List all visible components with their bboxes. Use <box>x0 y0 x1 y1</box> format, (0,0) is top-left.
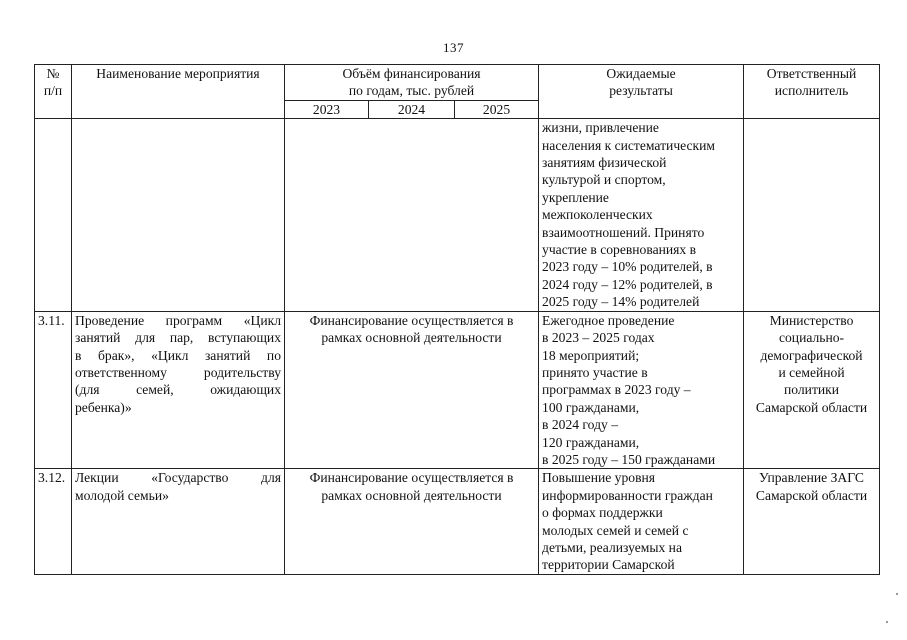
header-year-2023: 2023 <box>285 100 369 118</box>
text-line: в 2023 – 2025 годах <box>542 330 655 346</box>
text-line: социально- <box>778 330 845 346</box>
text-line: Повышение уровня <box>542 470 656 486</box>
scan-artifact <box>886 621 888 623</box>
text-line: и семейной <box>778 364 845 380</box>
text-line: культурой и спортом, <box>542 172 666 188</box>
row-executor <box>744 119 880 311</box>
text-line: в брак», «Цикл занятий по <box>75 347 281 363</box>
text-line: 2023 году – 10% родителей, в <box>542 259 713 275</box>
text-line: по годам, тыс. рублей <box>348 83 475 99</box>
header-event-name: Наименование мероприятия <box>72 65 285 119</box>
header-expected-results <box>539 65 744 119</box>
text-line: Ответственный <box>766 66 857 81</box>
text-line: Самарской области <box>755 399 868 415</box>
text-line: взаимоотношений. Принято <box>542 224 705 240</box>
text-line: жизни, привлечение <box>542 120 659 136</box>
text-line: ответственному родительству <box>75 364 281 380</box>
text-line: участие в соревнованиях в <box>542 242 697 258</box>
text-line: демографической <box>760 347 863 363</box>
scan-artifact <box>896 593 898 595</box>
text-line: укрепление <box>542 189 609 205</box>
table-header-row <box>35 65 880 101</box>
text-line: политики <box>784 382 840 398</box>
header-responsible-executor <box>744 65 880 119</box>
table-row <box>35 469 880 574</box>
row-funding <box>285 119 539 311</box>
text-line: № <box>46 66 60 81</box>
row-number: 3.11. <box>35 311 72 469</box>
text-line: занятиям физической <box>542 155 667 171</box>
row-number: 3.12. <box>35 469 72 574</box>
text-line: Управление ЗАГС <box>759 470 864 486</box>
text-line: Самарской области <box>755 487 868 503</box>
text-line: 18 мероприятий; <box>542 347 640 363</box>
text-line: территории Самарской <box>542 557 675 573</box>
row-number <box>35 119 72 311</box>
text-line: 2025 году – 14% родителей <box>542 294 700 310</box>
text-line: 120 гражданами, <box>542 434 640 450</box>
text-line: Объём финансирования <box>342 66 481 81</box>
text-line: п/п <box>43 83 63 99</box>
events-table <box>34 64 880 575</box>
text-line: в 2024 году – <box>542 417 618 433</box>
row-executor <box>744 469 880 574</box>
text-line: молодой семьи» <box>75 487 169 503</box>
row-expected-results <box>539 119 744 311</box>
text-line: Лекции «Государство для <box>75 470 281 486</box>
text-line: рамках основной деятельности <box>321 487 502 503</box>
text-line: молодых семей и семей с <box>542 522 689 538</box>
text-line: занятий для пар, вступающих <box>75 330 281 346</box>
text-line: 2024 году – 12% родителей, в <box>542 276 713 292</box>
row-event-name <box>72 311 285 469</box>
text-line: Ожидаемые <box>606 66 676 81</box>
text-line: Проведение программ «Цикл <box>75 312 281 328</box>
header-number <box>35 65 72 119</box>
text-line: населения к систематическим <box>542 137 716 153</box>
text-line: информированности граждан <box>542 487 713 503</box>
text-line: в 2025 году – 150 гражданами <box>542 451 716 467</box>
header-funding <box>285 65 539 101</box>
row-event-name <box>72 119 285 311</box>
header-year-2025: 2025 <box>455 100 539 118</box>
page-number: 137 <box>443 40 464 55</box>
text-line: о формах поддержки <box>542 505 663 521</box>
text-line: Финансирование осуществляется в <box>309 312 514 328</box>
row-event-name <box>72 469 285 574</box>
row-funding <box>285 469 539 574</box>
header-year-2024: 2024 <box>369 100 455 118</box>
text-line: программах в 2023 году – <box>542 382 691 398</box>
row-expected-results <box>539 311 744 469</box>
text-line: межпоколенческих <box>542 207 653 223</box>
text-line: Министерство <box>769 312 854 328</box>
table-row <box>35 311 880 469</box>
text-line: 100 гражданами, <box>542 399 640 415</box>
text-line: (для семей, ожидающих <box>75 382 281 398</box>
text-line: ребенка)» <box>75 399 132 415</box>
text-line: результаты <box>609 83 673 99</box>
row-expected-results <box>539 469 744 574</box>
text-line: Финансирование осуществляется в <box>309 470 514 486</box>
text-line: Ежегодное проведение <box>542 312 675 328</box>
text-line: детьми, реализуемых на <box>542 539 682 555</box>
row-funding <box>285 311 539 469</box>
text-line: рамках основной деятельности <box>321 330 502 346</box>
table-row <box>35 119 880 311</box>
row-executor <box>744 311 880 469</box>
text-line: исполнитель <box>774 83 849 99</box>
text-line: принято участие в <box>542 364 648 380</box>
